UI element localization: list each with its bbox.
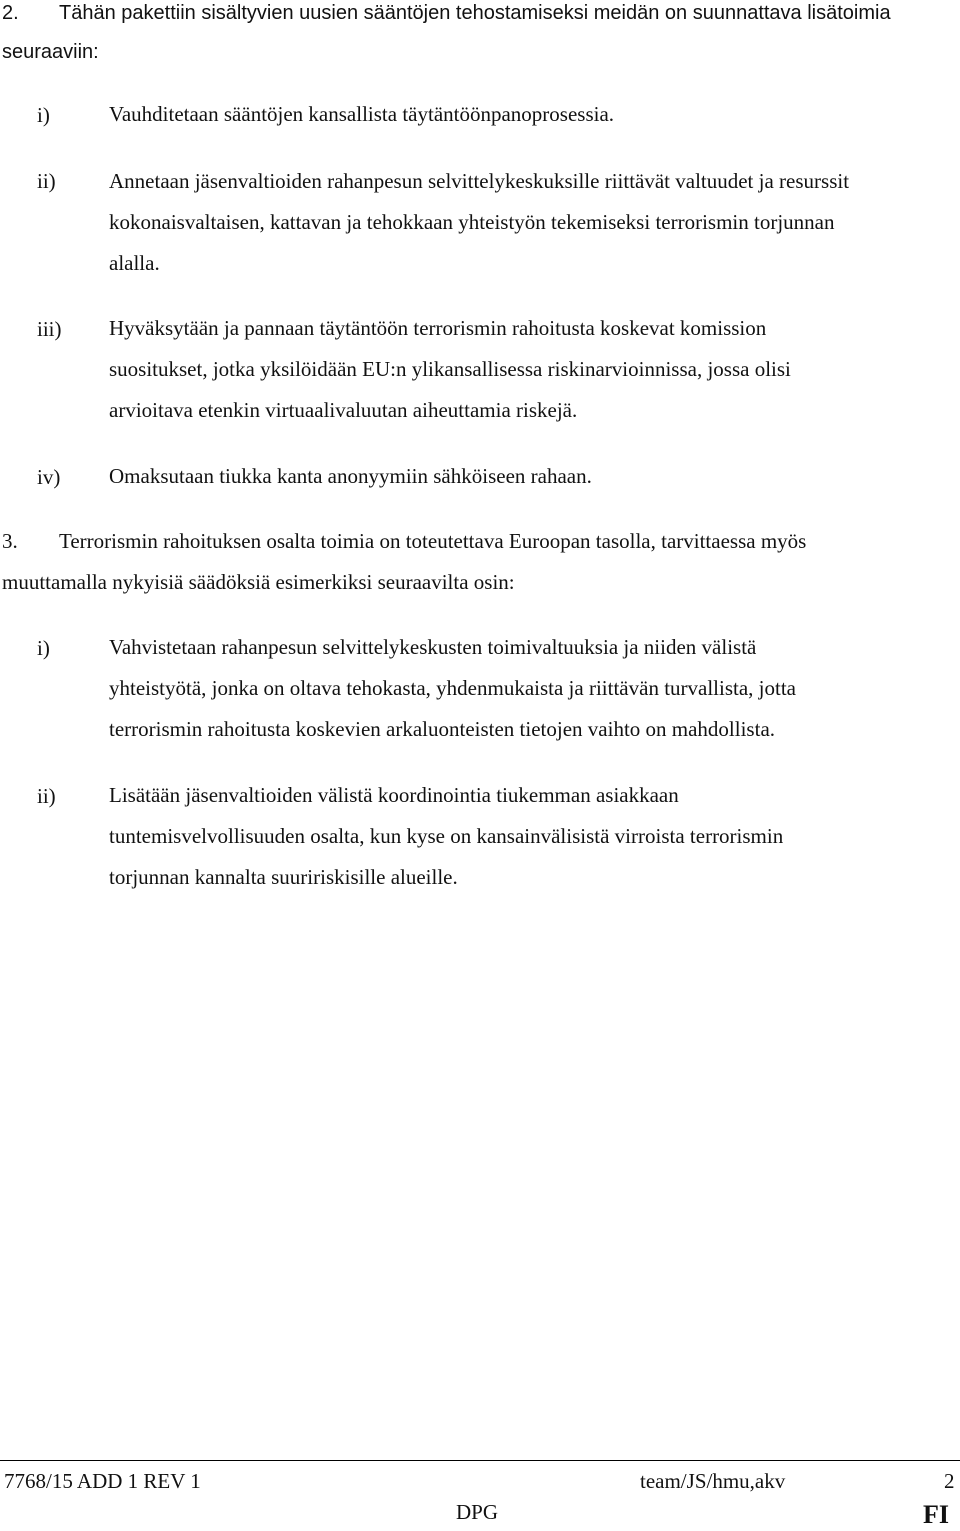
list-item-line: terrorismin rahoitusta koskevien arkaluonteisten tietojen vaihto on mahdollista. <box>109 717 776 741</box>
list-marker: iii) <box>37 317 62 341</box>
list-item <box>109 627 954 750</box>
section-3-number: 3. <box>2 529 18 553</box>
list-item-line: tuntemisvelvollisuuden osalta, kun kyse on kansainvälisistä virroista terrorismin <box>109 824 784 848</box>
list-item <box>109 161 954 284</box>
footer-divider <box>0 1460 960 1461</box>
section-2-intro-line-1: Tähän pakettiin sisältyvien uusien sääntöjen tehostamiseksi meidän on suunnattava lisätoimia <box>59 2 891 24</box>
section-3-intro-line-2: muuttamalla nykyisiä säädöksiä esimerkiksi seuraavilta osin: <box>2 570 515 594</box>
section-2-number: 2. <box>2 2 19 24</box>
page-number: 2 <box>944 1469 955 1493</box>
list-item <box>109 94 954 135</box>
list-item-line: Omaksutaan tiukka kanta anonyymiin sähköiseen rahaan. <box>109 464 592 488</box>
section-3-intro-line-1: Terrorismin rahoituksen osalta toimia on toteutettava Euroopan tasolla, tarvittaessa myös <box>59 529 807 553</box>
list-item-line: arvioitava etenkin virtuaalivaluutan aiheuttamia riskejä. <box>109 398 578 422</box>
list-item-line: Annetaan jäsenvaltioiden rahanpesun selvittelykeskuksille riittävät valtuudet ja resurssit <box>109 169 850 193</box>
list-item <box>109 308 954 431</box>
department-code: DPG <box>456 1500 499 1524</box>
list-item-line: Lisätään jäsenvaltioiden välistä koordinointia tiukemman asiakkaan <box>109 783 679 807</box>
list-marker: ii) <box>37 784 56 808</box>
language-code: FI <box>923 1500 949 1529</box>
list-item-line: alalla. <box>109 251 160 275</box>
list-item-line: Vauhditetaan sääntöjen kansallista täytäntöönpanoprosessia. <box>109 102 615 126</box>
list-item-line: Hyväksytään ja pannaan täytäntöön terrorismin rahoitusta koskevat komission <box>109 316 767 340</box>
list-marker: i) <box>37 103 50 127</box>
list-item-line: kokonaisvaltaisen, kattavan ja tehokkaan yhteistyön tekemiseksi terrorismin torjunnan <box>109 210 835 234</box>
list-marker: ii) <box>37 169 56 193</box>
list-marker: i) <box>37 636 50 660</box>
list-item-line: suositukset, jotka yksilöidään EU:n ylikansallisessa riskinarvioinnissa, jossa olisi <box>109 357 791 381</box>
author-initials: team/JS/hmu,akv <box>640 1469 786 1493</box>
list-item <box>109 456 954 497</box>
list-item-line: yhteistyötä, jonka on oltava tehokasta, yhdenmukaista ja riittävän turvallista, jotta <box>109 676 796 700</box>
list-marker: iv) <box>37 465 61 489</box>
list-item <box>109 775 954 898</box>
section-2-intro-line-2: seuraaviin: <box>2 41 99 63</box>
list-item-line: torjunnan kannalta suuririskisille alueille. <box>109 865 458 889</box>
list-item-line: Vahvistetaan rahanpesun selvittelykeskusten toimivaltuuksia ja niiden välistä <box>109 635 757 659</box>
document-reference: 7768/15 ADD 1 REV 1 <box>4 1469 201 1493</box>
